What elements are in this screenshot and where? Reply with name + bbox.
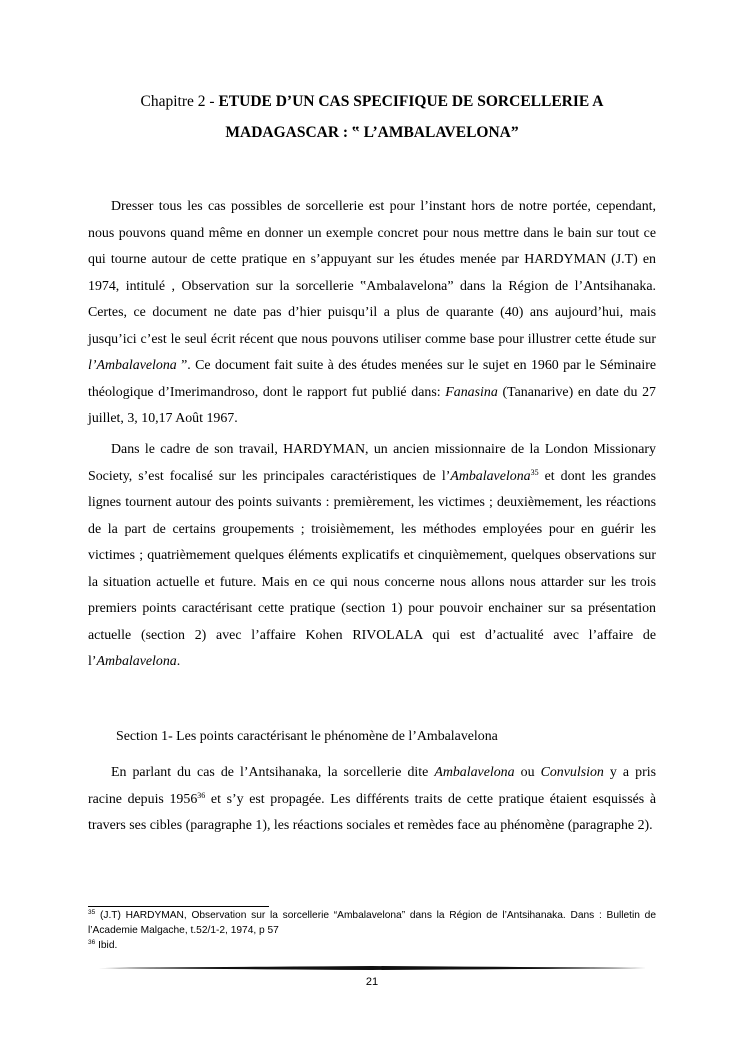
footnotes [88, 908, 656, 953]
footnote-ref-35[interactable]: 35 [530, 467, 539, 477]
footnote-ref-36[interactable]: 36 [197, 790, 206, 800]
paragraph-2 [88, 437, 656, 676]
paragraph-1 [88, 194, 656, 433]
chapter-title-line-1: ETUDE D’UN CAS SPECIFIQUE DE SORCELLERIE A [218, 93, 604, 110]
paragraph-3 [88, 760, 656, 840]
p1-text-5: (Tananarive) en date du 27 juillet, 3, 10,17 Août 1967. [88, 384, 656, 426]
section-heading: Section 1- Les points caractérisant le phénomène de l’Ambalavelona [116, 729, 498, 744]
p2-italic-ambalavelona: Ambalavelona [450, 468, 531, 484]
p3-text-3: ou [514, 765, 541, 780]
footnote-36 [88, 938, 656, 953]
p3-italic-ambalavelona: Ambalavelona [434, 765, 515, 780]
p1-text-1: Dresser tous les cas possibles de sorcellerie est pour l’instant hors de notre portée, cependant, nous pouvons quand même en donner un exemple concret pour nous mettre dans le bain sur tout ce qui tourne autour de cette pratique en s’appuyant sur les études menée par HARDYMAN (J.T) en 1974, intitulé , Observation sur la sorcellerie ‟Ambalavelona” dans la Région de l’Antsihanaka. Certes, ce document ne date pas d’hier puisqu’il a plus de quarante (40) ans aujourd’hui, mais jusqu’ici c’est le seul écrit récent que nous pouvons utiliser comme base pour illustrer cette étude sur [88, 199, 656, 347]
decorative-footer-rule [98, 964, 646, 972]
footnote-number: 36 [88, 939, 96, 946]
footnote-35 [88, 908, 656, 938]
p1-italic-fanasina: Fanasina [445, 384, 498, 400]
p3-text-1: En parlant du cas de l’Antsihanaka, la sorcellerie dite [111, 765, 435, 780]
page-number: 21 [365, 976, 379, 988]
chapter-title-line-2: MADAGASCAR : ‟ L’AMBALAVELONA” [225, 124, 519, 141]
footnote-text: (J.T) HARDYMAN, Observation sur la sorcellerie “Ambalavelona” dans la Région de l’Antsihanaka. Dans : Bulletin de l’Academie Malgache, t.52/1-2, 1974, p 57 [88, 910, 656, 936]
p2-italic-ambalavelona-2: Ambalavelona [96, 654, 177, 669]
p2-text-3: et dont les grandes lignes tournent autour des points suivants : premièrement, les victimes ; deuxièmement, les réactions de la part de certains groupements ; troisièmement, les méthodes employées pour en guérir les victimes ; quatrièmement quelques éléments explicatifs et cinquièmement, quelques observations sur la situation actuelle et future. Mais en ce qui nous concerne nous allons nous attarder sur les trois premiers points caractérisant cette pratique (section 1) pour pouvoir enchainer sur sa présentation actuelle (section 2) avec l’affaire Kohen RIVOLALA qui est d’actualité avec l’affaire de l’ [88, 468, 656, 669]
p3-text-5: y a pris racine depuis 1956 [88, 765, 656, 807]
footnote-separator [88, 906, 269, 907]
chapter-heading-line-2 [88, 117, 656, 148]
chapter-heading-line-1 [88, 86, 656, 117]
p1-text-3: ”. Ce document fait suite à des études menées sur le sujet en 1960 par le Séminaire théologique d’Imerimandroso, dont le rapport fut publié dans: [88, 358, 656, 400]
chapter-label: Chapitre 2 - [140, 93, 215, 110]
p3-italic-convulsion: Convulsion [540, 765, 604, 780]
footnote-text: Ibid. [95, 940, 118, 951]
chapter-heading [88, 86, 656, 148]
p1-italic-ambalavelona: l’Ambalavelona [88, 358, 177, 373]
footnote-number: 35 [88, 909, 96, 916]
p2-text-5: . [176, 654, 181, 669]
p3-text-6: et s’y est propagée. Les différents traits de cette pratique étaient esquissés à travers ses cibles (paragraphe 1), les réactions sociales et remèdes face au phénomène (paragraphe 2). [88, 791, 656, 833]
p2-text-1: Dans le cadre de son travail, HARDYMAN, un ancien missionnaire de la London Missionary Society, s’est focalisé sur les principales caractéristiques de l’ [88, 442, 656, 484]
